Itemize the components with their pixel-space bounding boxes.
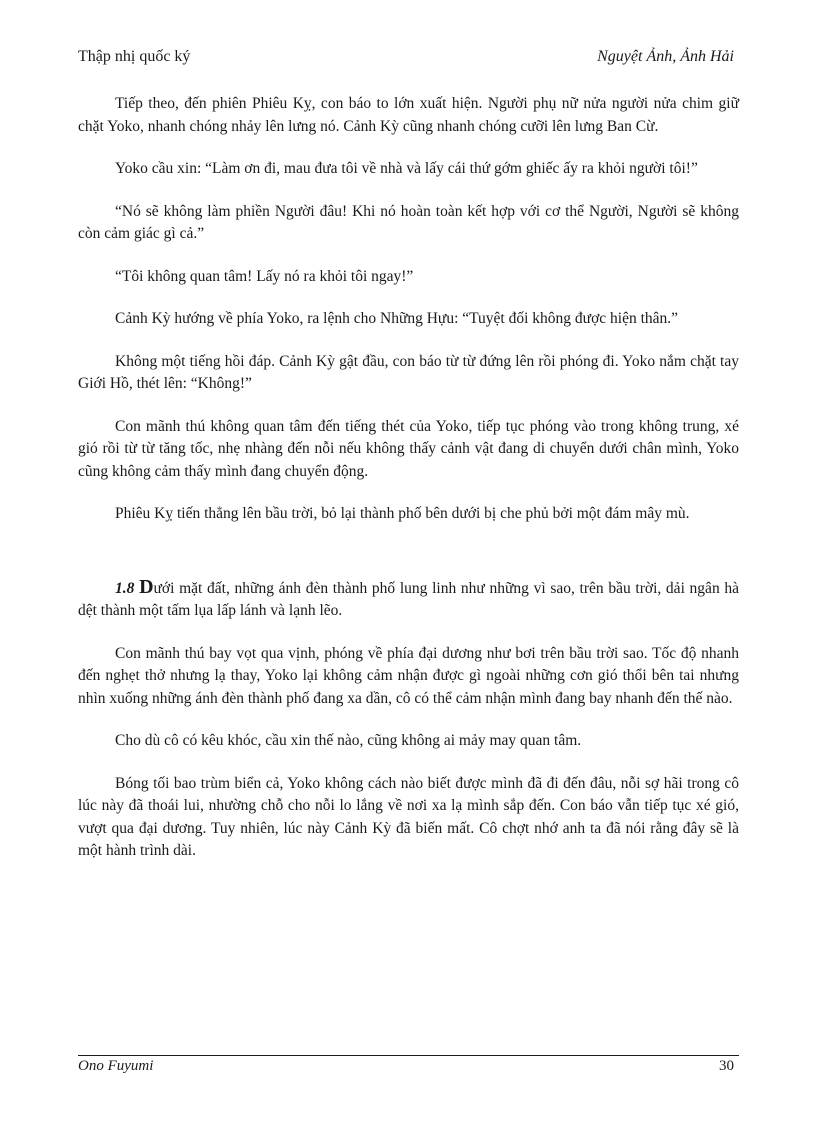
paragraph: Con mãnh thú không quan tâm đến tiếng thét của Yoko, tiếp tục phóng vào trong không trung, xé gió rồi từ từ tăng tốc, nhẹ nhàng đến nỗi nếu không thấy cảnh vật đang di chuyển dưới chân mình, Yoko cũng không cảm thấy mình đang chuyển động. (78, 417, 739, 480)
page-footer (78, 1058, 738, 1080)
translator-credit: Nguyệt Ảnh, Ảnh Hải (597, 48, 734, 65)
paragraph: Tiếp theo, đến phiên Phiêu Kỵ, con báo to lớn xuất hiện. Người phụ nữ nửa người nửa chim giữ chặt Yoko, nhanh chóng nhảy lên lưng nó. Cảnh Kỳ cũng nhanh chóng cưỡi lên lưng Ban Cừ. (78, 95, 739, 135)
drop-cap: D (139, 575, 154, 598)
paragraph: Không một tiếng hồi đáp. Cảnh Kỳ gật đầu, con báo từ từ đứng lên rồi phóng đi. Yoko nắm chặt tay Giới Hồ, thét lên: “Không!” (78, 352, 739, 392)
paragraph: Bóng tối bao trùm biển cả, Yoko không cách nào biết được mình đã đi đến đâu, nỗi sợ hãi trong cô lúc này đã thoái lui, nhường chỗ cho nỗi lo lắng về nơi xa lạ mình sắp đến. Con báo vẫn tiếp tục xé gió, vượt qua đại dương. Tuy nhiên, lúc này Cảnh Kỳ đã biến mất. Cô chợt nhớ anh ta đã nói rằng đây sẽ là một hành trình dài. (78, 774, 739, 859)
page-number: 30 (719, 1058, 734, 1074)
page-body (78, 93, 739, 883)
book-title: Thập nhị quốc ký (78, 48, 191, 65)
footer-divider (78, 1055, 739, 1056)
paragraph: Phiêu Kỵ tiến thẳng lên bầu trời, bỏ lại thành phố bên dưới bị che phủ bởi một đám mây mù. (115, 505, 690, 522)
paragraph: “Nó sẽ không làm phiền Người đâu! Khi nó hoàn toàn kết hợp với cơ thể Người, Người sẽ không còn cảm giác gì cả.” (78, 202, 739, 242)
section-opening-text: ưới mặt đất, những ánh đèn thành phố lung linh như những vì sao, trên bầu trời, dải ngân hà dệt thành một tấm lụa lấp lánh và lạnh lẽo. (78, 579, 740, 619)
paragraph: Con mãnh thú bay vọt qua vịnh, phóng về phía đại dương như bơi trên bầu trời sao. Tốc độ nhanh đến nghẹt thở nhưng lạ thay, Yoko lại không cảm nhận được gì ngoài những cơn gió thổi bên tai nhưng nhìn xuống những ánh đèn thành phố đang xa dần, cô có thể cảm nhận mình đang bay nhanh đến thế nào. (78, 644, 739, 707)
author-name: Ono Fuyumi (78, 1058, 154, 1074)
paragraph: “Tôi không quan tâm! Lấy nó ra khỏi tôi ngay!” (115, 267, 414, 285)
page-header (78, 48, 738, 72)
section-opening-paragraph (78, 576, 739, 623)
paragraph: Yoko cầu xin: “Làm ơn đi, mau đưa tôi về nhà và lấy cái thứ gớm ghiếc ấy ra khỏi người tôi!” (115, 160, 698, 177)
paragraph: Cảnh Kỳ hướng về phía Yoko, ra lệnh cho Những Hựu: “Tuyệt đối không được hiện thân.” (115, 310, 679, 327)
paragraph: Cho dù cô có kêu khóc, cầu xin thế nào, cũng không ai mảy may quan tâm. (115, 732, 582, 749)
section-number: 1.8 (115, 579, 135, 597)
